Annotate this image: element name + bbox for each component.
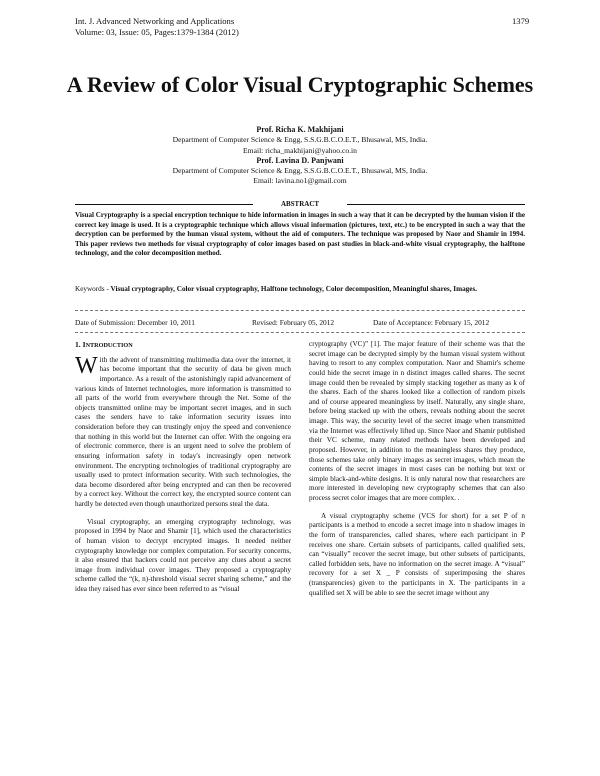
paragraph: cryptography (VC)” [1]. The major feature of their scheme was that the secret image can be decrypted simply by the human visual system without having to resort to any complex computation. Naor and Shamir's scheme could hide the secret image in n distinct images called shares. The secret image could then be revealed by simply stacking together as many as k of the shares. Each of the shares looked like a collection of random pixels and of course appeared meaningless by itself. Naturally, any single share, before being stacked up with the others, reveals nothing about the secret image. This way, the security level of the secret image when transmitted via the Internet was effectively lifted up. Since Naor and Shamir published their VC scheme, many related methods have been developed and proposed. However, in addition to the meaningless shares they produce, those schemes take only binary images as secret images, which mean the contents of the secret images in most cases can be nothing but text or simple black-and-white designs. It is only natural now that researchers are more interested in developing new cryptography schemes that can also process secret color images that are more complex. . <box>309 340 525 502</box>
submission-date: Date of Submission: December 10, 2011 <box>75 318 196 327</box>
page-number: 1379 <box>512 16 530 26</box>
dashed-divider-bottom <box>75 332 525 333</box>
author-email[interactable]: Email: lavina.no1@gmail.com <box>253 176 347 186</box>
keywords <box>75 285 525 295</box>
paragraph <box>75 352 291 510</box>
revised-date: Revised: February 05, 2012 <box>252 318 335 327</box>
author-name: Prof. Richa K. Makhijani <box>256 125 344 134</box>
paragraph-text: ith the advent of transmitting multimedia data over the internet, it has become important that the security of data be given much importance. As a result of the astonishingly rapid advancement of various kinds of Internet technologies, more information is transmitted to all parts of the world from everywhere through the Net. Some of the objects transmitted online may be important secret images, and in such cases the senders have to take information security issues into consideration before they can trustingly enjoy the speed and convenience that nothing in this world but the Internet can offer. With the ongoing era of electronic commerce, there is an urgent need to solve the problem of ensuring information safety in today's increasingly open network environment. The encrypting technologies of traditional cryptography are usually used to protect information security. With such technologies, the data become disordered after being encrypted and can then be recovered by a correct key. Without the correct key, the encrypted source content can hardly be detected even though unauthorized persons steal the data. <box>75 355 291 508</box>
paper-title: A Review of Color Visual Cryptographic Schemes <box>66 72 534 97</box>
abstract-divider <box>75 200 525 208</box>
divider-rule-right <box>347 204 525 205</box>
right-column <box>309 340 525 598</box>
left-column <box>75 340 291 595</box>
abstract-label: ABSTRACT <box>280 200 320 208</box>
author-email[interactable]: Email: richa_makhijani@yahoo.co.in <box>243 145 357 155</box>
running-header <box>75 16 239 38</box>
paragraph: A visual cryptography scheme (VCS for short) for a set P of n participants is a method to encode a secret image into n shadow images in the form of transparencies, called shares, where each participant in P receives one share. Certain subsets of participants, called qualified sets, can “visually” recover the secret image, but other subsets of participants, called forbidden sets, have no information on the secret image. A “visual” recovery for a set X _ P consists of superimposing the shares (transparencies) given to the participants in X. The participants in a qualified set X will be able to see the secret image without any <box>309 511 525 597</box>
paragraph: Visual cryptography, an emerging cryptography technology, was proposed in 1994 by Naor and Shamir [1], which used the characteristics of human vision to decrypt encrypted images. It needed neither cryptography knowledge nor complex computation. For security concerns, it also ensured that hackers could not perceive any clues about a secret image from individual cover images. They proposed a cryptography scheme called the “(k, n)-threshold visual secret sharing scheme,” and the idea they raised has ever since been referred to as “visual <box>75 517 291 593</box>
author-affiliation: Department of Computer Science & Engg, S.S.G.B.C.O.E.T., Bhusawal, MS, India. <box>172 166 428 176</box>
acceptance-date: Date of Acceptance: February 15, 2012 <box>373 318 490 327</box>
author-affiliation: Department of Computer Science & Engg, S.S.G.B.C.O.E.T., Bhusawal, MS, India. <box>172 135 428 145</box>
section-number: 1. I <box>75 340 86 349</box>
section-heading <box>75 340 291 351</box>
section-title: NTRODUCTION <box>85 342 133 349</box>
abstract-text: Visual Cryptography is a special encryption technique to hide information in images in such a way that it can be decrypted by the human vision if the correct key image is used. It is a cryptographic technique which allows visual information (pictures, text, etc.) to be encrypted in such a way that the decryption can be performed by the human visual system, without the aid of computers. The technique was proposed by Naor and Shamir in 1994. This paper reviews two methods for visual cryptography of color images based on past studies in black-and-white visual cryptography, the halftone technology, and the color decomposition method. <box>75 211 525 258</box>
dashed-divider-top <box>75 310 525 311</box>
volume-info: Volume: 03, Issue: 05, Pages:1379-1384 (2012) <box>75 27 239 37</box>
drop-cap: W <box>75 352 98 379</box>
keywords-list: Visual cryptography, Color visual cryptography, Halftone technology, Color decomposition, Meaningful shares, Images. <box>110 285 478 293</box>
author-block <box>75 125 525 187</box>
keywords-label: Keywords - <box>75 285 111 293</box>
journal-name: Int. J. Advanced Networking and Applications <box>75 16 235 26</box>
author-name: Prof. Lavina D. Panjwani <box>256 155 344 165</box>
